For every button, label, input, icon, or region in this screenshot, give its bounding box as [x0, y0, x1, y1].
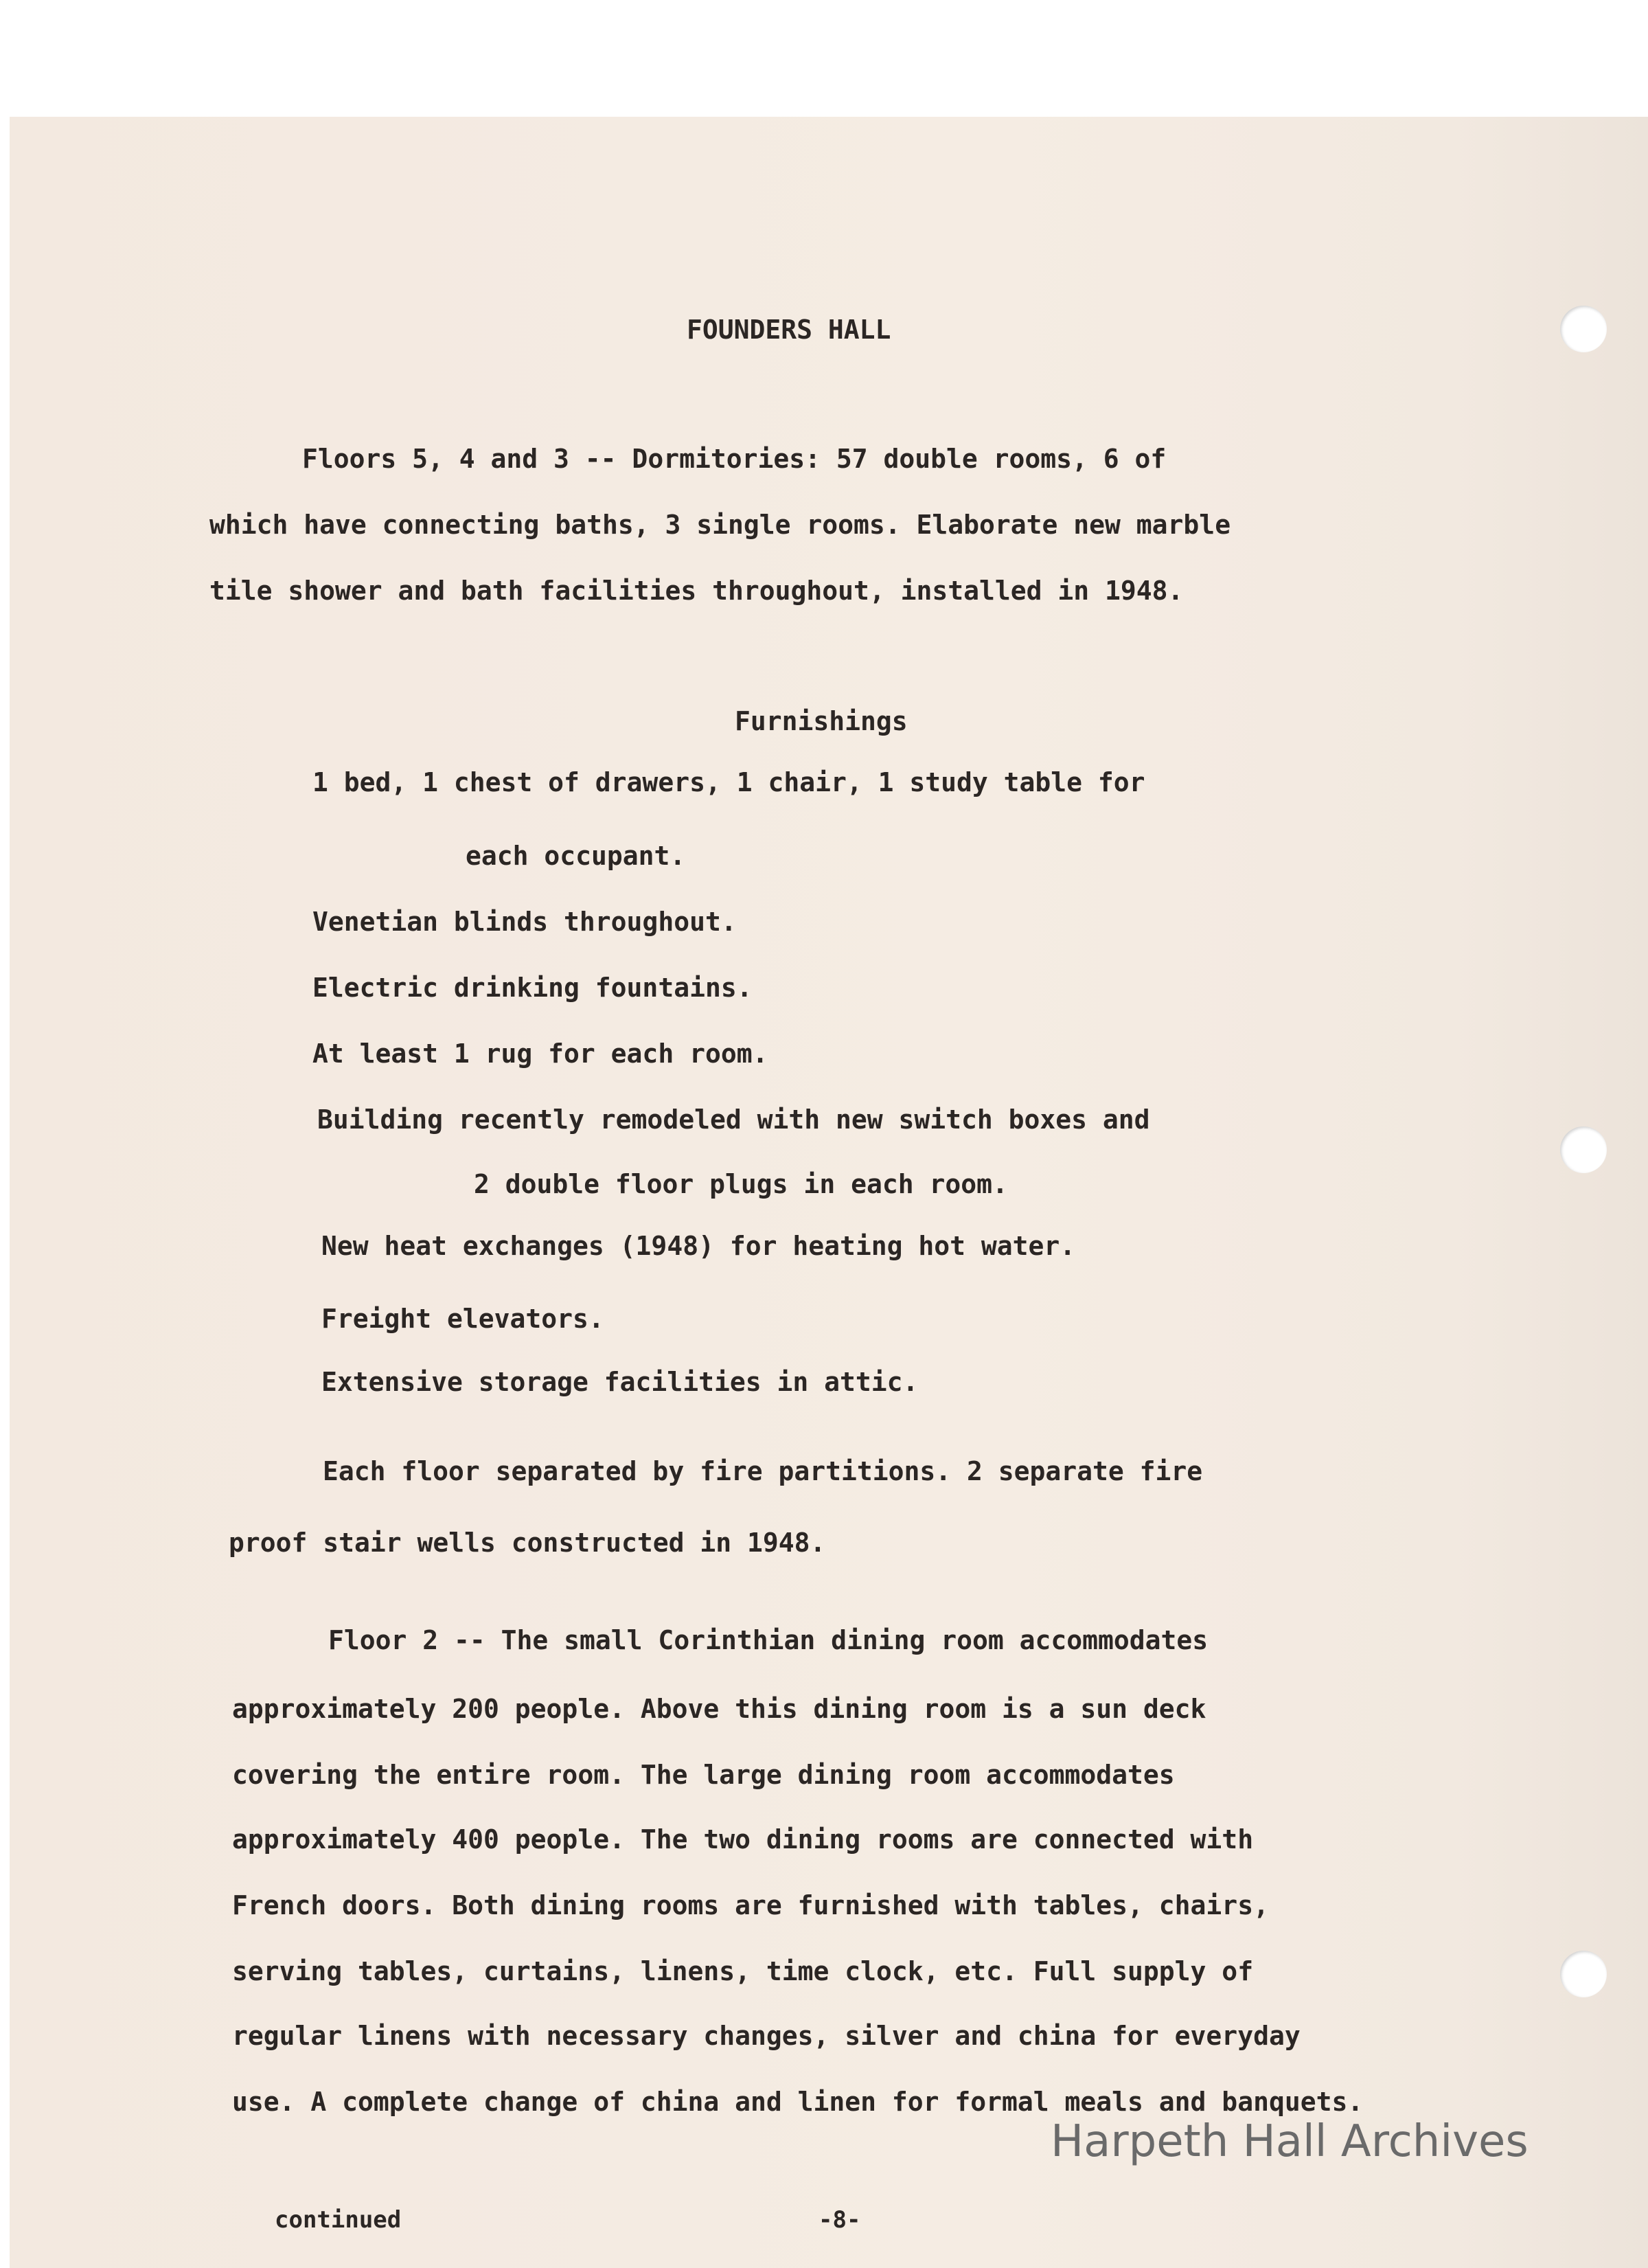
fire-line: proof stair wells constructed in 1948. [229, 1528, 826, 1558]
furnishing-item: 2 double floor plugs in each room. [474, 1169, 1008, 1199]
floor2-line: approximately 200 people. Above this dining room is a sun deck [232, 1694, 1206, 1724]
furnishing-item: Building recently remodeled with new switch boxes and [317, 1104, 1150, 1135]
furnishing-item: Freight elevators. [321, 1304, 604, 1334]
continued-note: continued [275, 2206, 402, 2234]
intro-line: Floors 5, 4 and 3 -- Dormitories: 57 double rooms, 6 of [302, 444, 1167, 474]
floor2-line: Floor 2 -- The small Corinthian dining room accommodates [328, 1625, 1209, 1655]
furnishing-item: 1 bed, 1 chest of drawers, 1 chair, 1 study table for [312, 767, 1145, 797]
furnishings-heading: Furnishings [735, 706, 908, 736]
furnishing-item: Extensive storage facilities in attic. [321, 1367, 919, 1397]
archive-watermark: Harpeth Hall Archives [1051, 2116, 1529, 2167]
floor2-line: serving tables, curtains, linens, time clock, etc. Full supply of [232, 1956, 1254, 1986]
floor2-line: covering the entire room. The large dining room accommodates [232, 1760, 1175, 1790]
furnishing-item: Electric drinking fountains. [312, 973, 753, 1003]
punch-hole [1560, 306, 1607, 352]
fire-line: Each floor separated by fire partitions. 2 separate fire [323, 1456, 1203, 1486]
furnishing-item: At least 1 rug for each room. [312, 1039, 768, 1069]
furnishing-item: Venetian blinds throughout. [312, 907, 737, 937]
floor2-line: use. A complete change of china and linen for formal meals and banquets. [232, 2087, 1364, 2117]
page-title: FOUNDERS HALL [687, 315, 891, 345]
page-number: -8- [819, 2206, 861, 2234]
punch-hole [1560, 1126, 1607, 1173]
intro-line: tile shower and bath facilities throughout, installed in 1948. [209, 576, 1184, 606]
furnishing-item: New heat exchanges (1948) for heating hot water. [321, 1231, 1076, 1261]
furnishing-item: each occupant. [466, 841, 686, 871]
floor2-line: French doors. Both dining rooms are furnished with tables, chairs, [232, 1890, 1269, 1920]
intro-line: which have connecting baths, 3 single rooms. Elaborate new marble [209, 510, 1231, 540]
floor2-line: approximately 400 people. The two dining rooms are connected with [232, 1824, 1254, 1855]
floor2-line: regular linens with necessary changes, silver and china for everyday [232, 2021, 1301, 2051]
punch-hole [1560, 1951, 1607, 1997]
